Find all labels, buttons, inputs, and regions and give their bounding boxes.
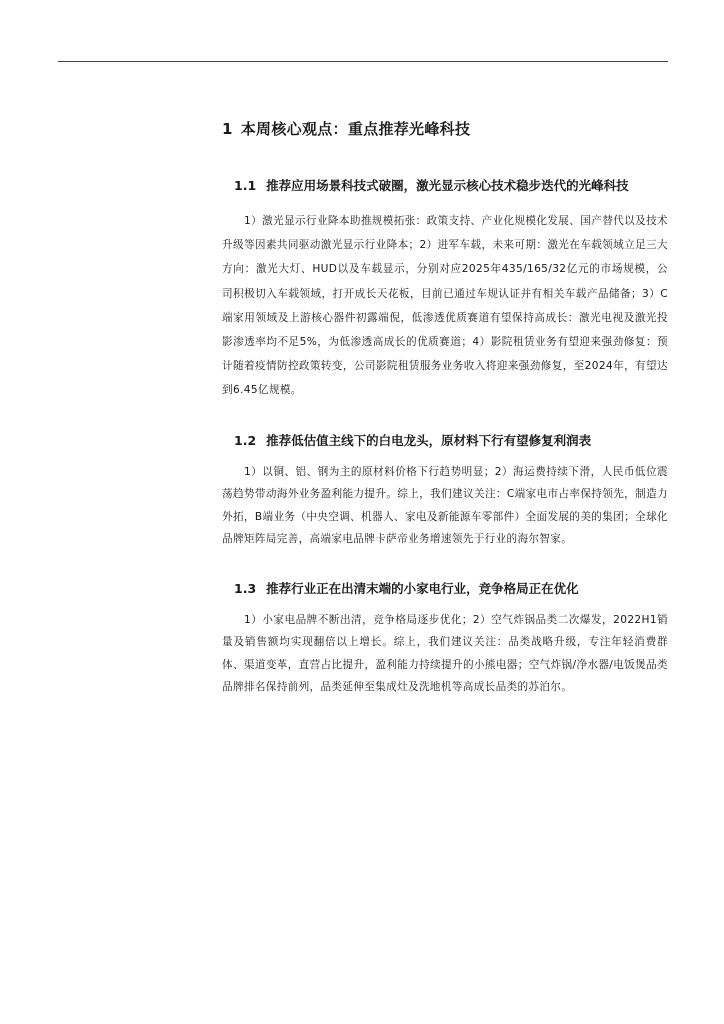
paragraph: 1）小家电品牌不断出清，竞争格局逐步优化；2）空气炸锅品类二次爆发，2022H1销量及销售额均实现翻倍以上增长。综上，我们建议关注：品类战略升级，专注年轻消费群体、渠道变革，直营占比提升，盈利能力持续提升的小熊电器；空气炸锅/净水器/电饭煲品类品牌排名保持前列，品类延伸至集成灶及洗地机等高成长品类的苏泊尔。 (222, 613, 668, 694)
header-rule (58, 61, 668, 62)
chapter-number: 1 (222, 120, 233, 138)
report-body (222, 118, 668, 699)
section-heading-1-3 (234, 574, 668, 603)
section-title: 推荐应用场景科技式破圈，激光显示核心技术稳步迭代的光峰科技 (266, 178, 629, 193)
section-title: 推荐低估值主线下的白电龙头，原材料下行有望修复利润表 (266, 432, 592, 448)
paragraph: 1）激光显示行业降本助推规模拓张：政策支持、产业化规模化发展、国产替代以及技术升级等因素共同驱动激光显示行业降本；2）进军车载，未来可期：激光在车载领域立足三大方向：激光大灯、HUD以及车载显示，分别对应2025年435/165/32亿元的市场规模，公司积极切入车载领域，打开成长天花板，目前已通过车规认证并有相关车载产品储备；3）C端家用领域及上游核心器件初露端倪，低渗透优质赛道有望保持高成长：激光电视及激光投影渗透率均不足5%，为低渗透高成长的优质赛道；4）影院租赁业务有望迎来强劲修复：预计随着疫情防控政策转变，公司影院租赁服务业务收入将迎来强劲修复，至2024年，有望达到6.45亿规模。 (222, 215, 668, 397)
section-body-1-2 (222, 461, 668, 551)
section-heading-1-2 (234, 426, 668, 455)
section-title: 推荐行业正在出清末端的小家电行业，竞争格局正在优化 (266, 580, 579, 596)
chapter-heading (222, 118, 668, 140)
section-number: 1.2 (234, 432, 257, 448)
chapter-title: 本周核心观点：重点推荐光峰科技 (240, 120, 471, 138)
paragraph: 1）以铜、铝、钢为主的原材料价格下行趋势明显；2）海运费持续下滑，人民币低位震荡趋势带动海外业务盈利能力提升。综上，我们建议关注：C端家电市占率保持领先，制造力外拓，B端业务（中央空调、机器人、家电及新能源车零部件）全面发展的美的集团；全球化品牌矩阵局完善，高端家电品牌卡萨帝业务增速领先于行业的海尔智家。 (222, 465, 668, 546)
section-body-1-1 (222, 209, 668, 403)
section-heading-1-1 (234, 171, 668, 200)
section-number: 1.1 (234, 178, 257, 193)
section-body-1-3 (222, 609, 668, 699)
section-number: 1.3 (234, 580, 257, 596)
